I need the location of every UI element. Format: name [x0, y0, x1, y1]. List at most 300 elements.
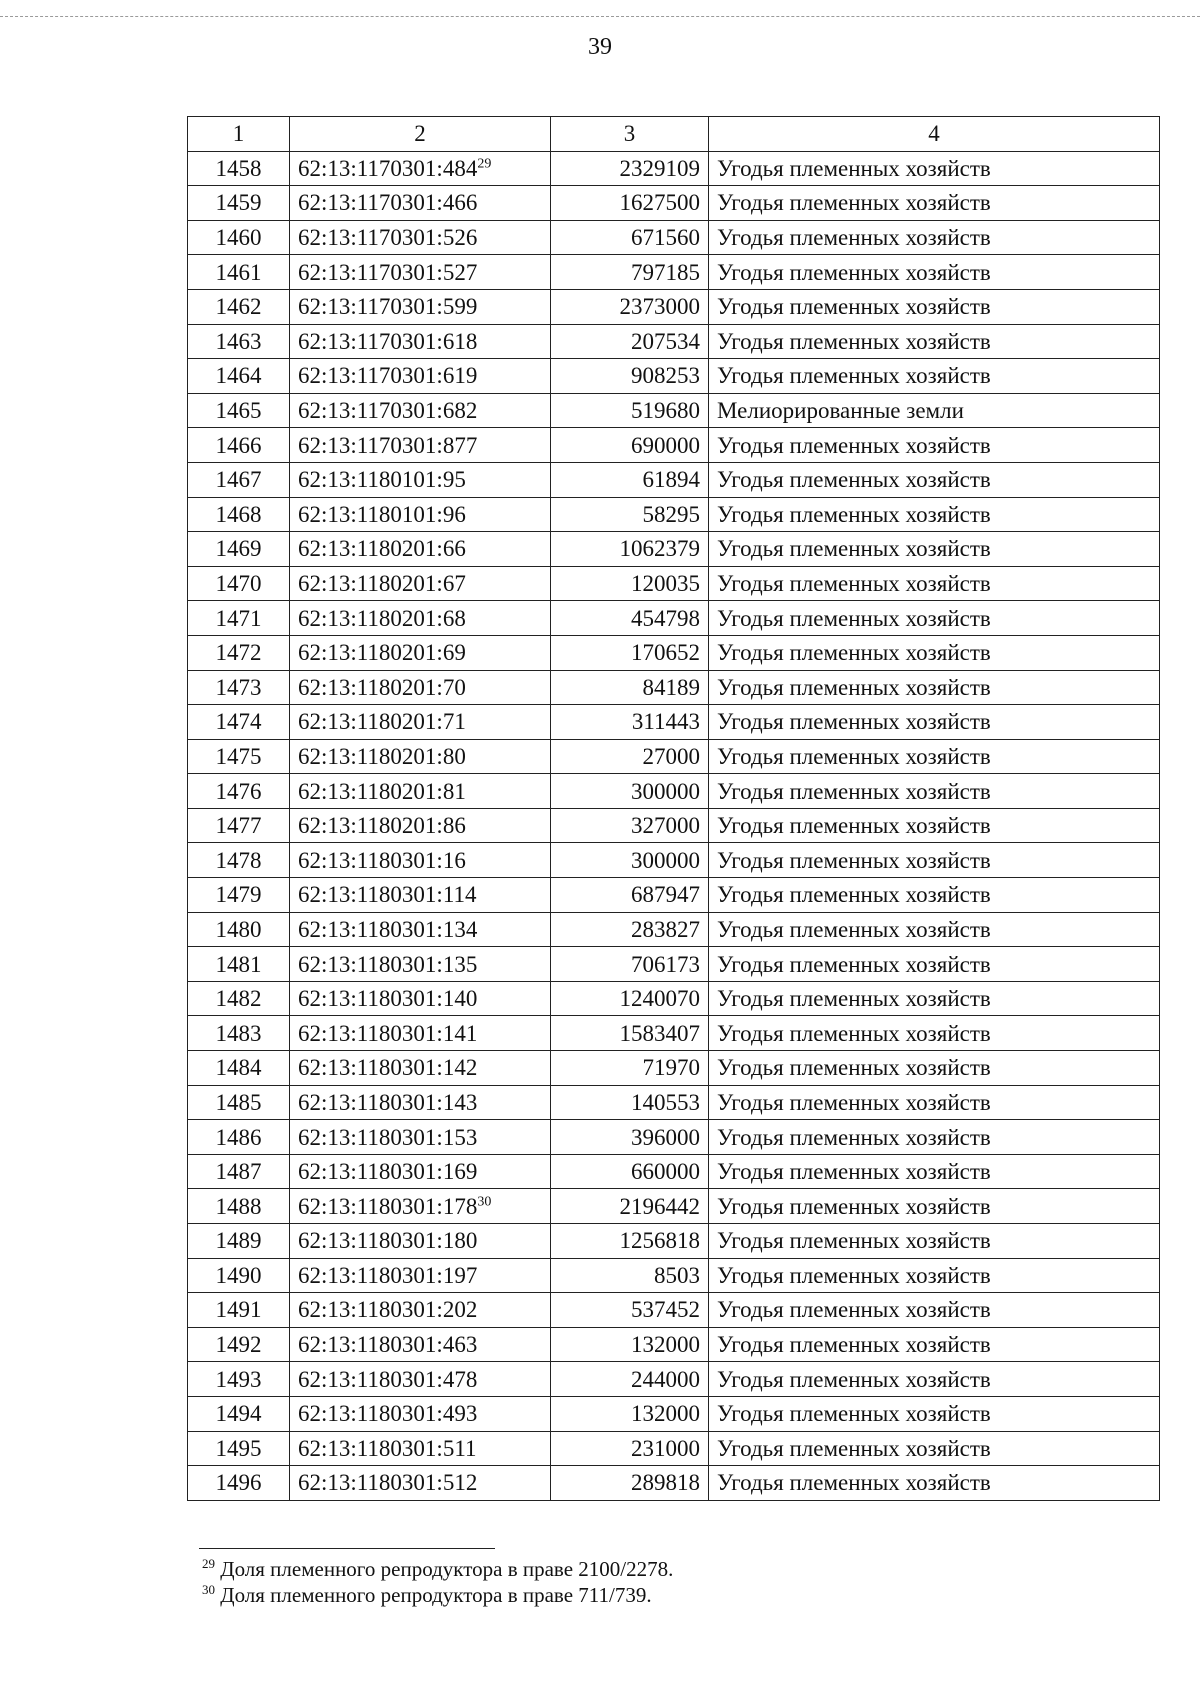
area-cell — [551, 912, 709, 947]
row-number-cell — [188, 705, 290, 740]
area-cell — [551, 428, 709, 463]
area-cell — [551, 151, 709, 186]
land-use-cell-text: Угодья племенных хозяйств — [717, 1159, 991, 1185]
land-use-cell-text: Угодья племенных хозяйств — [717, 743, 991, 769]
land-use-cell-text: Угодья племенных хозяйств — [717, 1020, 991, 1046]
area-cell-text: 687947 — [631, 882, 700, 908]
land-use-cell — [709, 359, 1160, 394]
cadastral-number-cell — [290, 739, 551, 774]
row-number-cell-text: 1485 — [215, 1089, 262, 1115]
cadastral-number-cell — [290, 981, 551, 1016]
area-cell-text: 140553 — [631, 1089, 700, 1115]
cadastral-number-cell — [290, 186, 551, 221]
table-row — [188, 808, 1160, 843]
land-use-cell-text: Угодья племенных хозяйств — [717, 1297, 991, 1323]
table-row — [188, 1396, 1160, 1431]
cadastral-number-cell-text: 62:13:1180301:16 — [298, 847, 466, 873]
area-cell — [551, 1224, 709, 1259]
area-cell-text: 2373000 — [619, 294, 700, 320]
area-cell — [551, 220, 709, 255]
cadastral-number-cell — [290, 774, 551, 809]
land-use-cell — [709, 186, 1160, 221]
area-cell-text: 207534 — [631, 328, 700, 354]
area-cell — [551, 1120, 709, 1155]
table-row — [188, 1362, 1160, 1397]
land-use-cell — [709, 1189, 1160, 1224]
cadastral-number-cell-text: 62:13:1180201:80 — [298, 743, 466, 769]
area-cell — [551, 705, 709, 740]
table-row — [188, 1224, 1160, 1259]
table-body — [188, 151, 1160, 1500]
land-use-cell — [709, 151, 1160, 186]
cadastral-number-cell-text: 62:13:1180301:512 — [298, 1470, 478, 1496]
area-cell-text: 289818 — [631, 1470, 700, 1496]
cadastral-number-cell-text: 62:13:1180301:180 — [298, 1228, 478, 1254]
land-use-cell-text: Угодья племенных хозяйств — [717, 432, 991, 458]
land-use-cell-text: Угодья племенных хозяйств — [717, 1124, 991, 1150]
cadastral-number-cell — [290, 601, 551, 636]
cadastral-number-cell — [290, 1051, 551, 1086]
table-row — [188, 462, 1160, 497]
area-cell — [551, 1431, 709, 1466]
row-number-cell-text: 1479 — [215, 882, 262, 908]
area-cell-text: 84189 — [642, 674, 700, 700]
cadastral-number-cell — [290, 1120, 551, 1155]
table-row — [188, 566, 1160, 601]
land-use-cell-text: Угодья племенных хозяйств — [717, 328, 991, 354]
cadastral-number-cell — [290, 1224, 551, 1259]
table-row — [188, 1016, 1160, 1051]
cadastral-number-cell-text: 62:13:1180301:169 — [298, 1159, 478, 1185]
cadastral-number-cell-text: 62:13:1170301:618 — [298, 328, 478, 354]
row-number-cell-text: 1474 — [215, 709, 262, 735]
row-number-cell-text: 1477 — [215, 813, 262, 839]
table-row — [188, 1431, 1160, 1466]
column-header-cadastral: 2 — [290, 117, 551, 152]
footnote-text: Доля племенного репродуктора в праве 711/739. — [220, 1583, 652, 1607]
land-use-cell-text: Угодья племенных хозяйств — [717, 986, 991, 1012]
row-number-cell — [188, 774, 290, 809]
cadastral-number-cell — [290, 1396, 551, 1431]
row-number-cell-text: 1487 — [215, 1159, 262, 1185]
cadastral-number-cell — [290, 947, 551, 982]
land-registry-table — [187, 116, 1160, 1501]
land-use-cell-text: Угодья племенных хозяйств — [717, 1089, 991, 1115]
row-number-cell — [188, 739, 290, 774]
land-use-cell-text: Угодья племенных хозяйств — [717, 363, 991, 389]
land-use-cell-text: Угодья племенных хозяйств — [717, 1193, 991, 1219]
area-cell — [551, 601, 709, 636]
footnote-29 — [202, 1556, 673, 1582]
cadastral-number-cell-text: 62:13:1180301:143 — [298, 1089, 478, 1115]
land-use-cell-text: Угодья племенных хозяйств — [717, 501, 991, 527]
area-cell-text: 120035 — [631, 571, 700, 597]
table-row — [188, 289, 1160, 324]
table-row — [188, 393, 1160, 428]
table-row — [188, 601, 1160, 636]
cadastral-number-cell-text: 62:13:1180101:96 — [298, 501, 466, 527]
table-row — [188, 981, 1160, 1016]
cadastral-number-cell — [290, 705, 551, 740]
footnote-reference: 30 — [477, 1194, 492, 1210]
footnote-30 — [202, 1582, 673, 1608]
row-number-cell — [188, 670, 290, 705]
area-cell-text: 132000 — [631, 1401, 700, 1427]
area-cell-text: 908253 — [631, 363, 700, 389]
row-number-cell-text: 1496 — [215, 1470, 262, 1496]
cadastral-number-cell — [290, 843, 551, 878]
footnote-text: Доля племенного репродуктора в праве 2100/2278. — [220, 1557, 674, 1581]
cadastral-number-cell — [290, 497, 551, 532]
land-use-cell — [709, 393, 1160, 428]
cadastral-number-cell — [290, 808, 551, 843]
column-header-land-use: 4 — [709, 117, 1160, 152]
cadastral-number-cell-text: 62:13:1180301:463 — [298, 1332, 478, 1358]
row-number-cell-text: 1471 — [215, 605, 262, 631]
cadastral-number-cell-text: 62:13:1180301:511 — [298, 1435, 477, 1461]
row-number-cell — [188, 428, 290, 463]
area-cell — [551, 324, 709, 359]
area-cell — [551, 1396, 709, 1431]
row-number-cell — [188, 1327, 290, 1362]
area-cell — [551, 497, 709, 532]
row-number-cell — [188, 497, 290, 532]
cadastral-number-cell — [290, 151, 551, 186]
table-row — [188, 947, 1160, 982]
cadastral-number-cell-text: 62:13:1170301:877 — [298, 432, 478, 458]
land-use-cell — [709, 705, 1160, 740]
area-cell — [551, 635, 709, 670]
row-number-cell-text: 1466 — [215, 432, 262, 458]
land-use-cell — [709, 1327, 1160, 1362]
cadastral-number-cell — [290, 635, 551, 670]
footnote-mark: 30 — [202, 1582, 215, 1597]
row-number-cell — [188, 1293, 290, 1328]
land-use-cell — [709, 497, 1160, 532]
top-scan-rule — [0, 16, 1200, 17]
cadastral-number-cell-text: 62:13:1180201:81 — [298, 778, 466, 804]
cadastral-number-cell — [290, 1362, 551, 1397]
land-use-cell — [709, 428, 1160, 463]
row-number-cell-text: 1488 — [215, 1193, 262, 1219]
table-row — [188, 1120, 1160, 1155]
row-number-cell-text: 1470 — [215, 571, 262, 597]
land-use-cell-text: Угодья племенных хозяйств — [717, 882, 991, 908]
row-number-cell-text: 1480 — [215, 916, 262, 942]
row-number-cell-text: 1489 — [215, 1228, 262, 1254]
land-use-cell — [709, 912, 1160, 947]
cadastral-number-cell-text: 62:13:1170301:526 — [298, 225, 478, 251]
table-row — [188, 912, 1160, 947]
table-row — [188, 151, 1160, 186]
land-use-cell-text: Угодья племенных хозяйств — [717, 294, 991, 320]
area-cell-text: 61894 — [642, 467, 700, 493]
area-cell-text: 244000 — [631, 1366, 700, 1392]
area-cell — [551, 878, 709, 913]
column-header-area: 3 — [551, 117, 709, 152]
row-number-cell-text: 1461 — [215, 259, 262, 285]
land-use-cell — [709, 739, 1160, 774]
area-cell — [551, 1466, 709, 1501]
area-cell-text: 300000 — [631, 778, 700, 804]
table-row — [188, 220, 1160, 255]
row-number-cell-text: 1486 — [215, 1124, 262, 1150]
land-use-cell-text: Мелиорированные земли — [717, 398, 964, 424]
area-cell — [551, 1362, 709, 1397]
area-cell — [551, 1327, 709, 1362]
land-use-cell — [709, 1224, 1160, 1259]
area-cell-text: 519680 — [631, 398, 700, 424]
row-number-cell — [188, 1189, 290, 1224]
area-cell-text: 1583407 — [619, 1020, 700, 1046]
cadastral-number-cell-text: 62:13:1180301:493 — [298, 1401, 478, 1427]
row-number-cell — [188, 1224, 290, 1259]
cadastral-number-cell — [290, 912, 551, 947]
cadastral-number-cell-text: 62:13:1180201:71 — [298, 709, 466, 735]
land-use-cell-text: Угодья племенных хозяйств — [717, 605, 991, 631]
row-number-cell-text: 1493 — [215, 1366, 262, 1392]
land-use-cell — [709, 1362, 1160, 1397]
footnote-reference: 29 — [477, 156, 492, 172]
table-row — [188, 186, 1160, 221]
area-cell — [551, 808, 709, 843]
row-number-cell-text: 1458 — [215, 155, 262, 181]
land-use-cell — [709, 1466, 1160, 1501]
area-cell-text: 231000 — [631, 1435, 700, 1461]
land-use-cell — [709, 1293, 1160, 1328]
land-use-cell-text: Угодья племенных хозяйств — [717, 1332, 991, 1358]
land-use-cell — [709, 843, 1160, 878]
row-number-cell — [188, 1431, 290, 1466]
row-number-cell — [188, 601, 290, 636]
land-use-cell — [709, 774, 1160, 809]
land-use-cell — [709, 324, 1160, 359]
area-cell-text: 1062379 — [619, 536, 700, 562]
land-use-cell-text: Угодья племенных хозяйств — [717, 847, 991, 873]
footnotes — [202, 1556, 673, 1608]
land-use-cell-text: Угодья племенных хозяйств — [717, 1262, 991, 1288]
land-use-cell — [709, 220, 1160, 255]
footnote-mark: 29 — [202, 1556, 215, 1571]
table-row — [188, 670, 1160, 705]
row-number-cell — [188, 359, 290, 394]
cadastral-number-cell-text: 62:13:1180201:86 — [298, 813, 466, 839]
land-use-cell — [709, 981, 1160, 1016]
area-cell-text: 8503 — [654, 1262, 700, 1288]
area-cell-text: 170652 — [631, 640, 700, 666]
area-cell — [551, 774, 709, 809]
row-number-cell — [188, 947, 290, 982]
row-number-cell — [188, 912, 290, 947]
cadastral-number-cell — [290, 878, 551, 913]
land-use-cell-text: Угодья племенных хозяйств — [717, 1435, 991, 1461]
land-use-cell — [709, 255, 1160, 290]
table-row — [188, 705, 1160, 740]
land-use-cell-text: Угодья племенных хозяйств — [717, 640, 991, 666]
land-use-cell-text: Угодья племенных хозяйств — [717, 951, 991, 977]
cadastral-number-cell — [290, 1154, 551, 1189]
cadastral-number-cell-text: 62:13:1180201:68 — [298, 605, 466, 631]
land-use-cell — [709, 947, 1160, 982]
row-number-cell-text: 1494 — [215, 1401, 262, 1427]
row-number-cell — [188, 462, 290, 497]
cadastral-number-cell-text: 62:13:1180301:197 — [298, 1262, 478, 1288]
cadastral-number-cell-text: 62:13:1180201:69 — [298, 640, 466, 666]
row-number-cell-text: 1467 — [215, 467, 262, 493]
row-number-cell — [188, 1466, 290, 1501]
row-number-cell-text: 1472 — [215, 640, 262, 666]
land-use-cell-text: Угодья племенных хозяйств — [717, 571, 991, 597]
land-use-cell — [709, 1120, 1160, 1155]
table-row — [188, 1327, 1160, 1362]
area-cell-text: 300000 — [631, 847, 700, 873]
land-use-cell — [709, 289, 1160, 324]
land-use-cell-text: Угодья племенных хозяйств — [717, 916, 991, 942]
area-cell — [551, 1051, 709, 1086]
row-number-cell — [188, 255, 290, 290]
area-cell — [551, 1189, 709, 1224]
footnote-separator — [199, 1548, 495, 1549]
row-number-cell — [188, 1051, 290, 1086]
cadastral-number-cell-text: 62:13:1180301:134 — [298, 916, 478, 942]
table-header-row — [188, 117, 1160, 152]
row-number-cell-text: 1476 — [215, 778, 262, 804]
row-number-cell-text: 1491 — [215, 1297, 262, 1323]
row-number-cell-text: 1492 — [215, 1332, 262, 1358]
cadastral-number-cell — [290, 220, 551, 255]
area-cell — [551, 1293, 709, 1328]
area-cell-text: 132000 — [631, 1332, 700, 1358]
land-use-cell-text: Угодья племенных хозяйств — [717, 155, 991, 181]
cadastral-number-cell-text: 62:13:1170301:484 — [298, 155, 478, 181]
land-use-cell — [709, 1258, 1160, 1293]
cadastral-number-cell — [290, 670, 551, 705]
area-cell-text: 396000 — [631, 1124, 700, 1150]
area-cell-text: 327000 — [631, 813, 700, 839]
cadastral-number-cell — [290, 566, 551, 601]
area-cell-text: 537452 — [631, 1297, 700, 1323]
land-use-cell-text: Угодья племенных хозяйств — [717, 1401, 991, 1427]
table-row — [188, 843, 1160, 878]
row-number-cell — [188, 878, 290, 913]
row-number-cell-text: 1495 — [215, 1435, 262, 1461]
row-number-cell-text: 1473 — [215, 674, 262, 700]
area-cell-text: 27000 — [642, 743, 700, 769]
cadastral-number-cell-text: 62:13:1180301:114 — [298, 882, 477, 908]
table-row — [188, 255, 1160, 290]
land-use-cell-text: Угодья племенных хозяйств — [717, 190, 991, 216]
area-cell-text: 283827 — [631, 916, 700, 942]
land-use-cell — [709, 635, 1160, 670]
area-cell — [551, 532, 709, 567]
page-number: 39 — [588, 34, 612, 60]
cadastral-number-cell — [290, 462, 551, 497]
table-row — [188, 878, 1160, 913]
cadastral-number-cell-text: 62:13:1170301:682 — [298, 398, 478, 424]
area-cell-text: 1627500 — [619, 190, 700, 216]
table-row — [188, 1154, 1160, 1189]
land-use-cell-text: Угодья племенных хозяйств — [717, 225, 991, 251]
table-row — [188, 359, 1160, 394]
row-number-cell — [188, 635, 290, 670]
land-use-cell-text: Угодья племенных хозяйств — [717, 709, 991, 735]
land-use-cell — [709, 1085, 1160, 1120]
row-number-cell — [188, 1362, 290, 1397]
area-cell — [551, 255, 709, 290]
area-cell — [551, 1016, 709, 1051]
row-number-cell — [188, 808, 290, 843]
cadastral-number-cell-text: 62:13:1180301:478 — [298, 1366, 478, 1392]
land-use-cell-text: Угодья племенных хозяйств — [717, 467, 991, 493]
land-use-cell — [709, 670, 1160, 705]
row-number-cell — [188, 1120, 290, 1155]
cadastral-number-cell-text: 62:13:1180301:141 — [298, 1020, 478, 1046]
row-number-cell-text: 1464 — [215, 363, 262, 389]
row-number-cell — [188, 843, 290, 878]
area-cell — [551, 739, 709, 774]
area-cell-text: 311443 — [631, 709, 700, 735]
row-number-cell — [188, 324, 290, 359]
row-number-cell-text: 1484 — [215, 1055, 262, 1081]
table-row — [188, 532, 1160, 567]
land-use-cell-text: Угодья племенных хозяйств — [717, 1055, 991, 1081]
area-cell — [551, 843, 709, 878]
area-cell — [551, 1154, 709, 1189]
row-number-cell — [188, 1154, 290, 1189]
table-row — [188, 635, 1160, 670]
cadastral-number-cell — [290, 1258, 551, 1293]
area-cell — [551, 1085, 709, 1120]
row-number-cell — [188, 1085, 290, 1120]
area-cell — [551, 1258, 709, 1293]
table-row — [188, 1051, 1160, 1086]
row-number-cell — [188, 1016, 290, 1051]
area-cell-text: 1256818 — [619, 1228, 700, 1254]
cadastral-number-cell-text: 62:13:1170301:619 — [298, 363, 478, 389]
row-number-cell — [188, 289, 290, 324]
row-number-cell — [188, 151, 290, 186]
row-number-cell-text: 1465 — [215, 398, 262, 424]
cadastral-number-cell-text: 62:13:1180201:70 — [298, 674, 466, 700]
land-use-cell — [709, 808, 1160, 843]
land-use-cell — [709, 532, 1160, 567]
area-cell — [551, 186, 709, 221]
area-cell-text: 2329109 — [619, 155, 700, 181]
cadastral-number-cell — [290, 1327, 551, 1362]
cadastral-number-cell — [290, 289, 551, 324]
land-use-cell-text: Угодья племенных хозяйств — [717, 1470, 991, 1496]
cadastral-number-cell — [290, 1189, 551, 1224]
cadastral-number-cell — [290, 1085, 551, 1120]
row-number-cell-text: 1463 — [215, 328, 262, 354]
area-cell-text: 71970 — [642, 1055, 700, 1081]
land-use-cell — [709, 1431, 1160, 1466]
area-cell-text: 660000 — [631, 1159, 700, 1185]
cadastral-number-cell-text: 62:13:1180301:135 — [298, 951, 478, 977]
cadastral-number-cell-text: 62:13:1170301:599 — [298, 294, 478, 320]
table-row — [188, 1258, 1160, 1293]
table-row — [188, 497, 1160, 532]
cadastral-number-cell-text: 62:13:1180101:95 — [298, 467, 466, 493]
cadastral-number-cell-text: 62:13:1180301:202 — [298, 1297, 478, 1323]
area-cell-text: 797185 — [631, 259, 700, 285]
cadastral-number-cell-text: 62:13:1180201:67 — [298, 571, 466, 597]
land-use-cell — [709, 1016, 1160, 1051]
row-number-cell-text: 1482 — [215, 986, 262, 1012]
cadastral-number-cell — [290, 393, 551, 428]
cadastral-number-cell-text: 62:13:1180301:142 — [298, 1055, 478, 1081]
row-number-cell — [188, 981, 290, 1016]
